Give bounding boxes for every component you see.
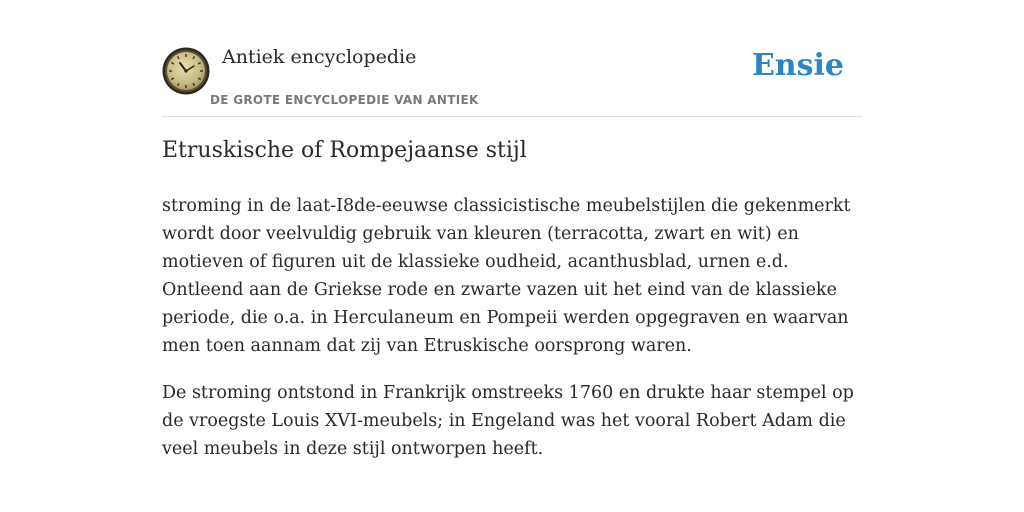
article-paragraph: stroming in de laat-I8de-eeuwse classicistische meubelstijlen die gekenmerkt wordt door veelvuldig gebruik van kleuren (terracotta, zwart en wit) en motieven of figuren uit de klassieke oudheid, acanthusblad, urnen e.d. Ontleend aan de Griekse rode en zwarte vazen uit het eind van de klassieke periode, die o.a. in Herculaneum en Pompeii werden opgegraven en waarvan men toen aannam dat zij van Etruskische oorsprong waren. [162,196,851,356]
clock-icon[interactable] [162,47,210,95]
article-title: Etruskische of Rompejaanse stijl [162,138,527,163]
site-header [162,44,862,117]
article-paragraph: De stroming ontstond in Frankrijk omstreeks 1760 en drukte haar stempel op de vroegste Louis XVI-meubels; in Engeland was het vooral Robert Adam die veel meubels in deze stijl ontworpen heeft. [162,383,854,459]
brand-logo-text[interactable]: Ensie [751,48,844,83]
site-title[interactable]: Antiek encyclopedie [222,46,417,68]
article-body [162,192,872,482]
site-subtitle: DE GROTE ENCYCLOPEDIE VAN ANTIEK [210,93,479,107]
